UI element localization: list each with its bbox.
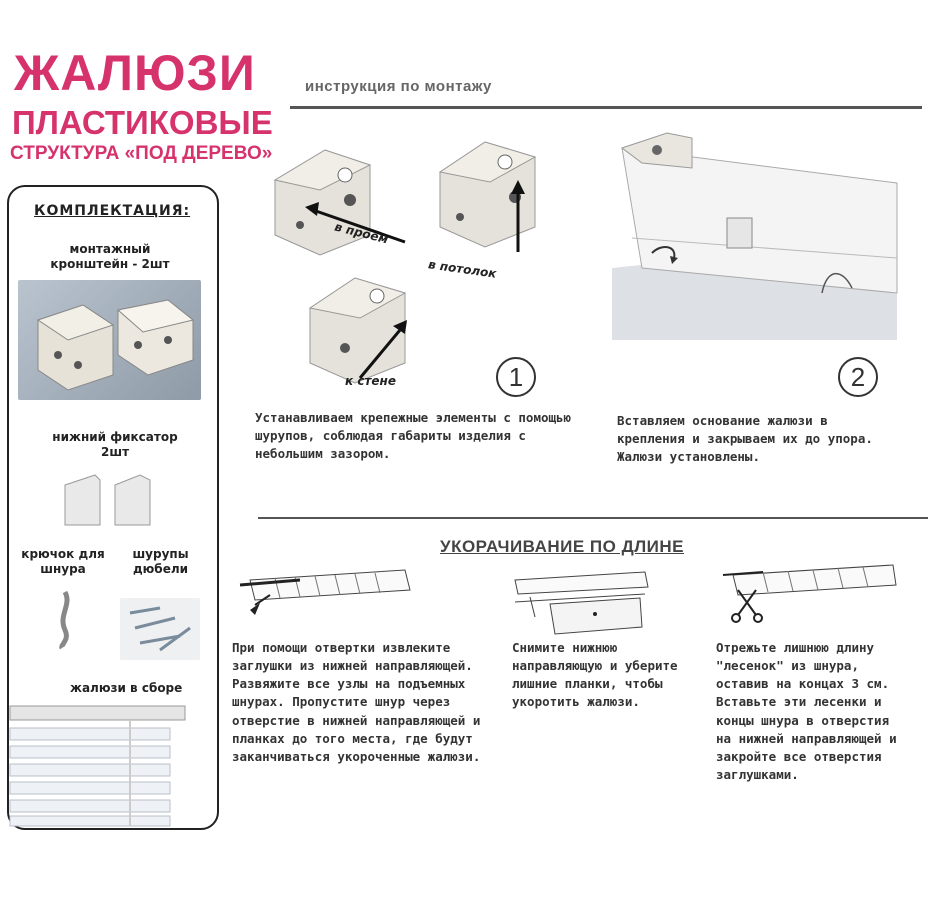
step-number-1: 1 bbox=[496, 357, 536, 397]
bracket-ceiling-diagram bbox=[430, 132, 550, 257]
kit-title: КОМПЛЕКТАЦИЯ: bbox=[34, 203, 191, 219]
rail-installation-photo bbox=[612, 128, 897, 340]
shortening-step3-instruction: Отрежьте лишнюю длину "лесенок" из шнура, оставив на концах 3 см. Вставьте эти лесенки и концы шнура в отверстия на нижней направляющей и закройте все отверстия заглушками. bbox=[716, 640, 897, 782]
arrow-label-wall: к стене bbox=[345, 374, 396, 388]
title-material: ПЛАСТИКОВЫЕ bbox=[12, 104, 273, 141]
title-main: ЖАЛЮЗИ bbox=[14, 45, 256, 101]
fixator-label: нижний фиксатор 2шт bbox=[52, 430, 178, 459]
hook-label: крючок для шнура bbox=[21, 547, 105, 576]
shortening-step2-diagram bbox=[510, 572, 650, 637]
screws-label: шурупы дюбели bbox=[132, 547, 189, 576]
fixator-icon bbox=[55, 470, 175, 530]
assembled-label: жалюзи в сборе bbox=[70, 681, 183, 695]
shortening-title: УКОРАЧИВАНИЕ ПО ДЛИНЕ bbox=[440, 537, 684, 556]
shortening-step1-instruction: При помощи отвертки извлеките заглушки из нижней направляющей. Развяжите все узлы на подъемных шнурах. Пропустите шнур через отверстие в нижней направляющей и планках до того места, где будут заканчиваться укороченные жалюзи. bbox=[232, 640, 481, 764]
bracket-photo bbox=[18, 280, 201, 400]
hook-icon bbox=[50, 590, 80, 650]
step-number-2: 2 bbox=[838, 357, 878, 397]
screws-photo bbox=[120, 598, 200, 660]
blinds-assembled-image bbox=[10, 700, 200, 828]
title-structure: СТРУКТУРА «ПОД ДЕРЕВО» bbox=[10, 143, 273, 164]
shortening-step3-diagram bbox=[718, 560, 898, 625]
shortening-step1-diagram bbox=[235, 565, 415, 625]
bracket-opening-diagram bbox=[255, 130, 415, 265]
header-divider bbox=[290, 106, 922, 109]
bracket-wall-diagram bbox=[305, 268, 425, 388]
bracket-label: монтажный кронштейн - 2шт bbox=[50, 242, 170, 271]
step1-instruction: Устанавливаем крепежные элементы с помощью шурупов, соблюдая габариты изделия с небольшим зазором. bbox=[255, 410, 572, 462]
arrow-label-opening: в проем bbox=[333, 219, 390, 247]
shortening-step2-instruction: Снимите нижнюю направляющую и уберите лишние планки, чтобы укоротить жалюзи. bbox=[512, 640, 678, 710]
section-divider bbox=[258, 517, 928, 519]
step2-instruction: Вставляем основание жалюзи в крепления и закрываем их до упора. Жалюзи установлены. bbox=[617, 413, 873, 465]
arrow-label-ceiling: в потолок bbox=[427, 257, 498, 281]
instruction-subtitle: инструкция по монтажу bbox=[305, 78, 492, 95]
